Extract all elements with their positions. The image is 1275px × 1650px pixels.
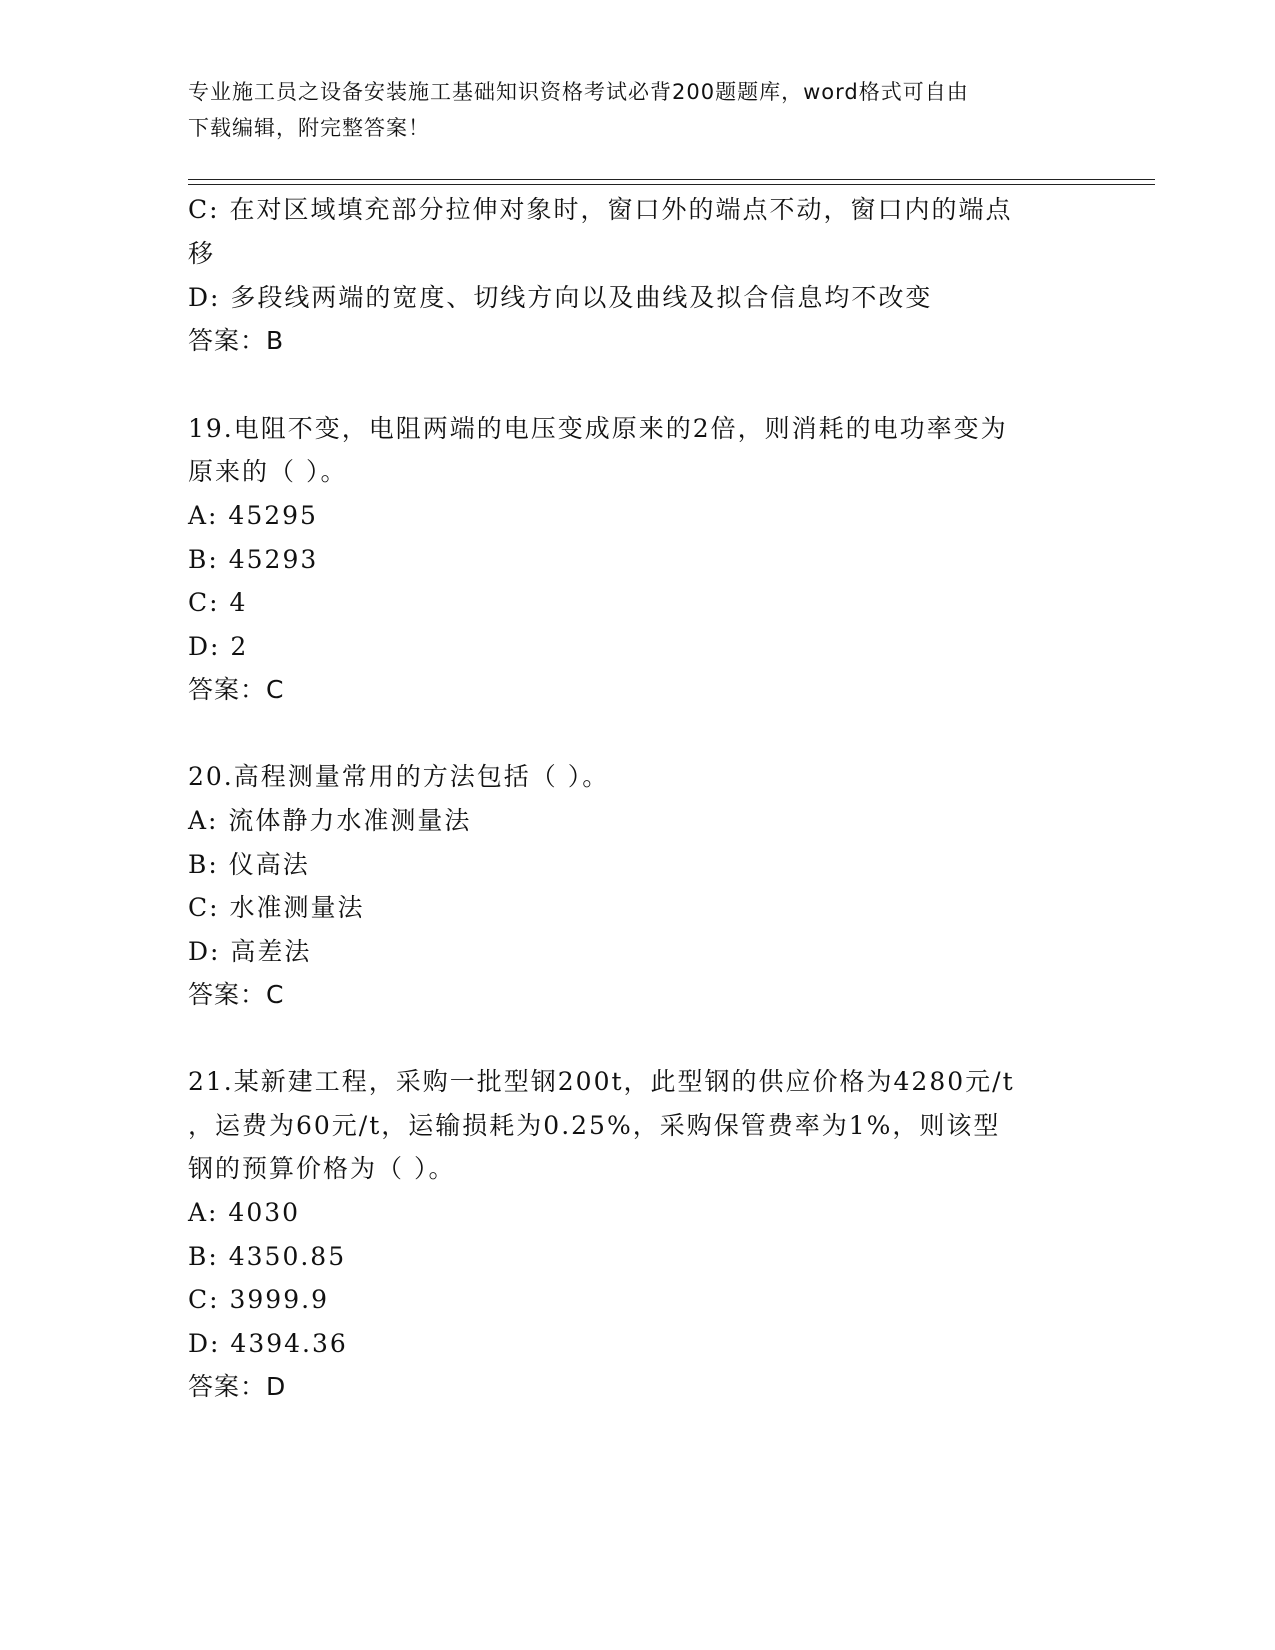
q21-option-b: B: 4350.85 — [188, 1242, 347, 1271]
q19-option-b: B: 45293 — [188, 545, 319, 574]
header-divider-top — [188, 179, 1155, 180]
q18-option-c-line-2: 移 — [188, 239, 216, 268]
q21-stem-line-2: ，运费为60元/t，运输损耗为0.25%，采购保管费率为1%，则该型 — [188, 1111, 1001, 1140]
q18-option-d: D: 多段线两端的宽度、切线方向以及曲线及拟合信息均不改变 — [188, 283, 933, 312]
q21-stem-line-3: 钢的预算价格为（ ）。 — [188, 1154, 456, 1183]
q20-option-d: D: 高差法 — [188, 937, 312, 966]
q20-option-c: C: 水准测量法 — [188, 893, 365, 922]
q20-stem: 20.高程测量常用的方法包括（ ）。 — [188, 762, 610, 791]
q20-answer: 答案：C — [188, 980, 285, 1009]
q18-option-c-line-1: C: 在对区域填充部分拉伸对象时，窗口外的端点不动，窗口内的端点 — [188, 195, 1013, 224]
q19-stem-line-2: 原来的（ ）。 — [188, 457, 348, 486]
q18-answer: 答案：B — [188, 326, 285, 355]
q21-answer: 答案：D — [188, 1372, 287, 1401]
q19-option-d: D: 2 — [188, 632, 249, 661]
q19-stem-line-1: 19.电阻不变，电阻两端的电压变成原来的2倍，则消耗的电功率变为 — [188, 414, 1008, 443]
q21-option-a: A: 4030 — [188, 1198, 301, 1227]
q19-answer: 答案：C — [188, 675, 285, 704]
q21-option-c: C: 3999.9 — [188, 1285, 329, 1314]
q20-option-b: B: 仪高法 — [188, 850, 310, 879]
header-line-1: 专业施工员之设备安装施工基础知识资格考试必背200题题库，word格式可自由 — [188, 80, 969, 104]
q21-stem-line-1: 21.某新建工程，采购一批型钢200t，此型钢的供应价格为4280元/t — [188, 1067, 1015, 1096]
header-divider-bottom — [188, 184, 1155, 185]
q20-option-a: A: 流体静力水准测量法 — [188, 806, 472, 835]
q19-option-c: C: 4 — [188, 588, 248, 617]
q19-option-a: A: 45295 — [188, 501, 318, 530]
document-header — [188, 74, 1068, 146]
q21-option-d: D: 4394.36 — [188, 1329, 348, 1358]
header-line-2: 下载编辑，附完整答案！ — [188, 116, 430, 140]
